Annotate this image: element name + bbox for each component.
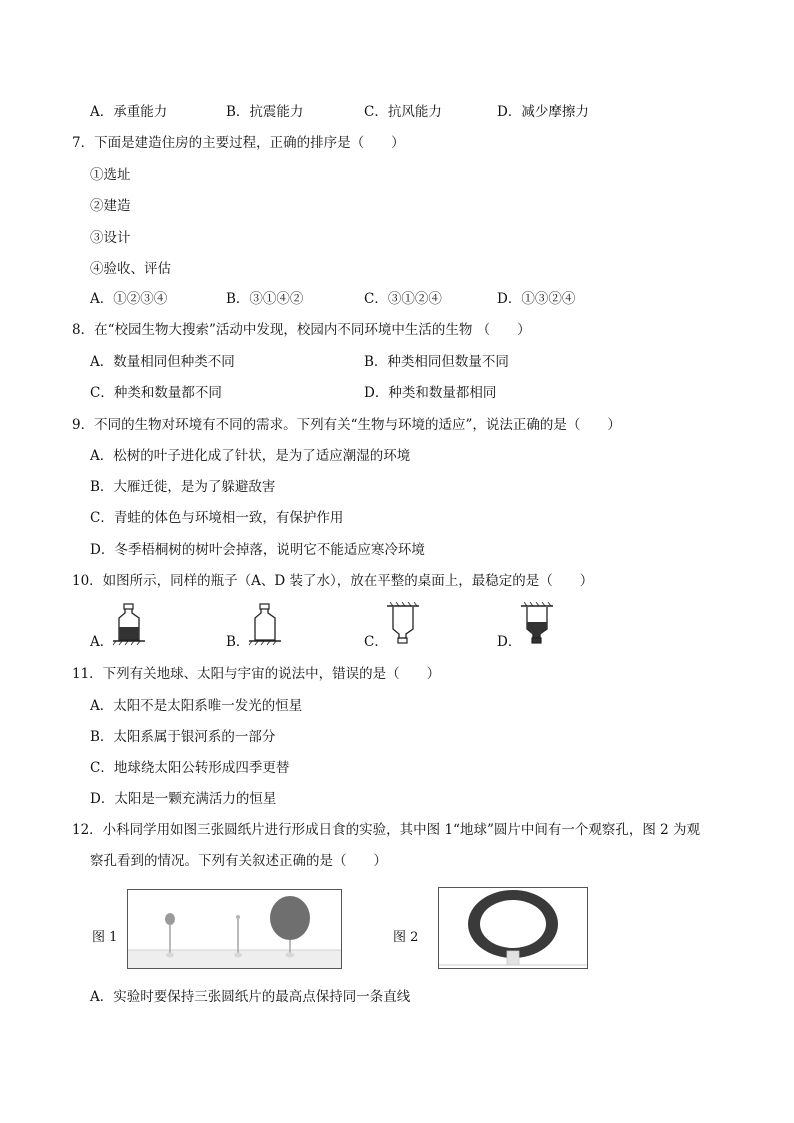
q9-option-b: B．大雁迁徙，是为了躲避敌害	[90, 479, 276, 495]
q10-option-d: D．	[497, 634, 522, 650]
q9-option-a: A．松树的叶子进化成了针状，是为了适应潮湿的环境	[90, 448, 411, 464]
q11-option-a: A．太阳不是太阳系唯一发光的恒星	[90, 698, 303, 714]
q6-option-c: C．抗风能力	[364, 104, 442, 120]
bottle-c-icon	[386, 602, 420, 646]
q7-option-b: B．③①④②	[226, 291, 304, 307]
q10-stem: 10．如图所示，同样的瓶子（A、D 装了水），放在平整的桌面上，最稳定的是（ ）	[72, 573, 594, 589]
q9-stem: 9．不同的生物对环境有不同的需求。下列有关“生物与环境的适应”，说法正确的是（ ）	[72, 417, 621, 433]
q12-option-a: A．实验时要保持三张圆纸片的最高点保持同一条直线	[90, 989, 411, 1005]
q7-option-c: C．③①②④	[364, 291, 442, 307]
figure-2-label: 图 2	[393, 930, 419, 945]
q7-option-d: D．①③②④	[497, 291, 576, 307]
q9-option-d: D．冬季梧桐树的树叶会掉落，说明它不能适应寒冷环境	[90, 542, 425, 558]
q8-option-d: D．种类和数量都相同	[364, 385, 497, 401]
bottle-d-icon	[520, 602, 554, 646]
q9-option-c: C．青蛙的体色与环境相一致，有保护作用	[90, 510, 344, 526]
q6-option-a: A．承重能力	[90, 104, 168, 120]
q11-option-c: C．地球绕太阳公转形成四季更替	[90, 760, 290, 776]
q12-stem-line2: 察孔看到的情况。下列有关叙述正确的是（ ）	[90, 853, 387, 869]
q7-option-a: A．①②③④	[90, 291, 168, 307]
q8-stem: 8．在“校园生物大搜索”活动中发现，校园内不同环境中生活的生物 （ ）	[72, 322, 531, 338]
q7-step-3: ③设计	[90, 230, 131, 246]
figure-2-photo	[438, 887, 588, 969]
q6-option-d: D．减少摩擦力	[497, 104, 589, 120]
q12-stem-line1: 12．小科同学用如图三张圆纸片进行形成日食的实验，其中图 1“地球”圆片中间有一个观察孔，图 2 为观	[72, 822, 701, 838]
bottle-b-icon	[248, 602, 282, 646]
bottle-a-icon	[112, 602, 146, 646]
q8-option-a: A．数量相同但种类不同	[90, 354, 235, 370]
q10-option-b: B．	[226, 634, 250, 650]
q7-step-2: ②建造	[90, 198, 131, 214]
q10-option-c: C．	[364, 634, 388, 650]
figure-1-photo	[127, 889, 342, 969]
q11-stem: 11．下列有关地球、太阳与宇宙的说法中，错误的是（ ）	[72, 666, 441, 682]
q10-option-a: A．	[90, 634, 114, 650]
figure-1-label: 图 1	[92, 930, 118, 945]
q11-option-d: D．太阳是一颗充满活力的恒星	[90, 791, 277, 807]
q7-stem: 7．下面是建造住房的主要过程，正确的排序是（ ）	[72, 135, 405, 151]
q8-option-b: B．种类相同但数量不同	[364, 354, 509, 370]
q7-step-1: ①选址	[90, 167, 131, 183]
q6-option-b: B．抗震能力	[226, 104, 304, 120]
q7-step-4: ④验收、评估	[90, 261, 171, 277]
q8-option-c: C．种类和数量都不同	[90, 385, 222, 401]
q11-option-b: B．太阳系属于银河系的一部分	[90, 729, 276, 745]
